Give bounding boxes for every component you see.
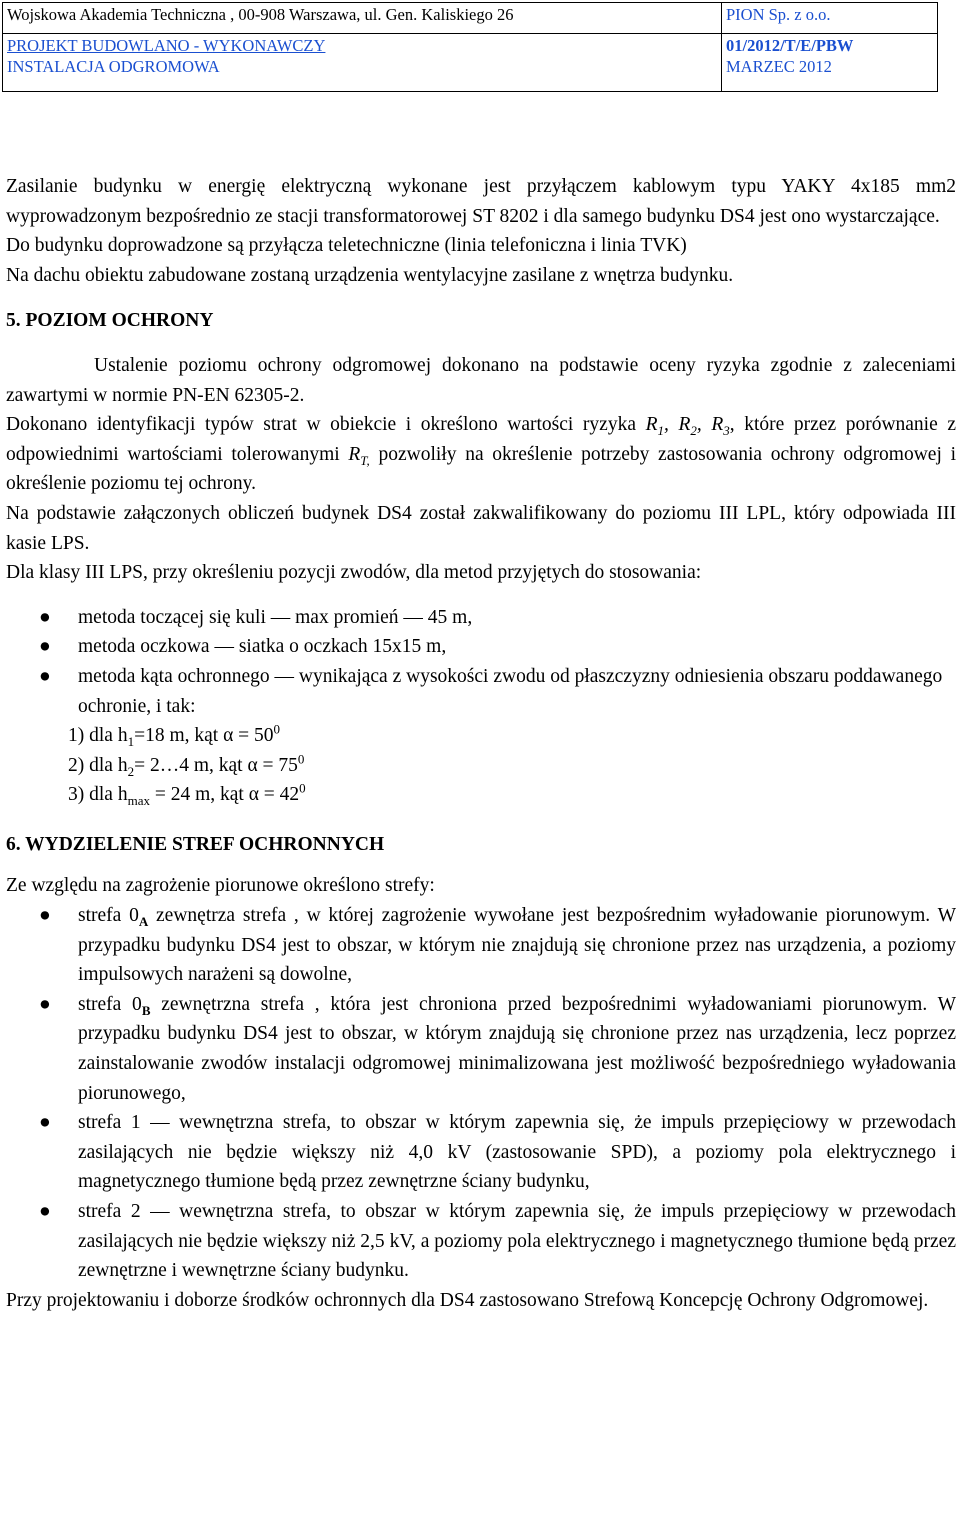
list-item: ● strefa 2 — wewnętrzna strefa, to obszar w którym zapewnia się, że impuls przepięciowy w przewodach zasilających nie będzie większy niż 2,5 kV, a poziomy pola elektrycznego i magnetycznego tłumione będą przez zewnętrzne i wewnętrzne ściany budynku.: [6, 1197, 956, 1286]
section-5-heading: 5. POZIOM OCHRONY: [6, 310, 214, 332]
bullet-icon: ●: [39, 1112, 51, 1134]
doc-date: MARZEC 2012: [726, 56, 832, 76]
list-item: 3) dla $h_{max} = 24$ m, kąt $\alpha = 42^0$: [68, 780, 306, 809]
bullet-icon: ●: [39, 636, 51, 658]
document-body: [6, 172, 956, 1315]
header-project: [3, 33, 722, 91]
bullet-icon: ●: [39, 665, 51, 687]
bullet-icon: ●: [39, 993, 51, 1015]
bullet-icon: ●: [39, 1201, 51, 1222]
list-item: ● strefa $0_B$ zewnętrzna strefa , która jest chroniona przed bezpośrednimi wyładowaniami piorunowym. W przypadku budynku DS4 jest to obszar, w którym znajdują się chronione przez nas urządzenia, lecz poprzez zainstalowanie zwodów instalacji odgromowej minimalizowana jest możliwość bezpośredniego wyładowania piorunowego,: [6, 990, 956, 1108]
list-item: 1) dla $h_1=18$ m, kąt $\alpha = 50^0$: [68, 721, 281, 749]
list-item: ● metoda kąta ochronnego — wynikająca z wysokości zwodu od płaszczyzny odniesienia obszaru poddawanego ochronie, i tak:: [6, 662, 956, 721]
project-line1: PROJEKT BUDOWLANO - WYKONAWCZY: [7, 35, 326, 55]
header-docinfo: [722, 33, 938, 91]
header-org: Wojskowa Akademia Techniczna , 00-908 Warszawa, ul. Gen. Kaliskiego 26: [3, 3, 722, 34]
section-5-paragraph-4: Dla klasy III LPS, przy określeniu pozycji zwodów, dla metod przyjętych do stosowania:: [6, 562, 702, 584]
bullet-icon: ●: [39, 606, 51, 628]
section-6-intro: Ze względu na zagrożenie piorunowe określono strefy:: [6, 875, 435, 897]
zones-list: [6, 901, 956, 1286]
closing-paragraph: Przy projektowaniu i doborze środków ochronnych dla DS4 zastosowano Strefową Koncepcję Ochrony Odgromowej.: [6, 1289, 929, 1311]
list-item: ● strefa $0_A$ zewnętrza strefa , w której zagrożenie wywołane jest bezpośrednim wyładowanie piorunowym. W przypadku budynku DS4 jest to obszar, w którym nie znajdują się chronione przez nas urządzenia, a poziomy impulsowych narażeni są dowolne,: [6, 901, 956, 990]
list-item: 2) dla $h_2=$ 2…4 m, kąt $\alpha = 75^0$: [68, 751, 305, 779]
doc-number: 01/2012/T/E/PBW: [726, 35, 854, 55]
intro-paragraph-1: Zasilanie budynku w energię elektryczną wykonane jest przyłączem kablowym typu YAKY 4x185 mm2 wyprowadzonym bezpośrednio ze stacji transformatorowej ST 8202 i dla samego budynku DS4 jest ono wystarczające.: [6, 176, 956, 227]
section-5-paragraph-2: Dokonano identyfikacji typów strat w obiekcie i określono wartości ryzyka $R_1$, $R_2$, $R_3$, które przez porównanie z odpowiednimi wartościami tolerowanymi $R_{T,}$ pozwoliły na określenie potrzeby zastosowania ochrony odgromowej i określenie poziomu tej ochrony.: [6, 414, 957, 495]
list-item: ● metoda toczącej się kuli — max promień — 45 m,: [6, 603, 956, 633]
header-company: PION Sp. z o.o.: [722, 3, 938, 34]
bullet-icon: ●: [39, 905, 51, 927]
angles-list: [6, 721, 956, 810]
list-item: ● metoda oczkowa — siatka o oczkach 15x15 m,: [6, 632, 956, 662]
section-5-paragraph-1: Ustalenie poziomu ochrony odgromowej dokonano na podstawie oceny ryzyka zgodnie z zaleceniami zawartymi w normie PN-EN 62305-2.: [6, 354, 956, 406]
intro-paragraph-3: Na dachu obiektu zabudowane zostaną urządzenia wentylacyjne zasilane z wnętrza budynku.: [6, 264, 734, 286]
project-line2: INSTALACJA ODGROMOWA: [7, 56, 220, 76]
section-5-paragraph-3: Na podstawie załączonych obliczeń budynek DS4 został zakwalifikowany do poziomu III LPL, który odpowiada III kasie LPS.: [6, 502, 956, 554]
intro-paragraph-2: Do budynku doprowadzone są przyłącza teletechniczne (linia telefoniczna i linia TVK): [6, 235, 687, 257]
section-6-heading: 6. WYDZIELENIE STREF OCHRONNYCH: [6, 833, 385, 855]
list-item: ● strefa 1 — wewnętrzna strefa, to obszar w którym zapewnia się, że impuls przepięciowy w przewodach zasilających nie będzie większy niż 4,0 kV (zastosowanie SPD), a poziomy pola elektrycznego i magnetycznego tłumione będą przez zewnętrzne ściany budynku,: [6, 1108, 956, 1197]
document-header: [2, 2, 938, 92]
methods-list: [6, 603, 956, 721]
